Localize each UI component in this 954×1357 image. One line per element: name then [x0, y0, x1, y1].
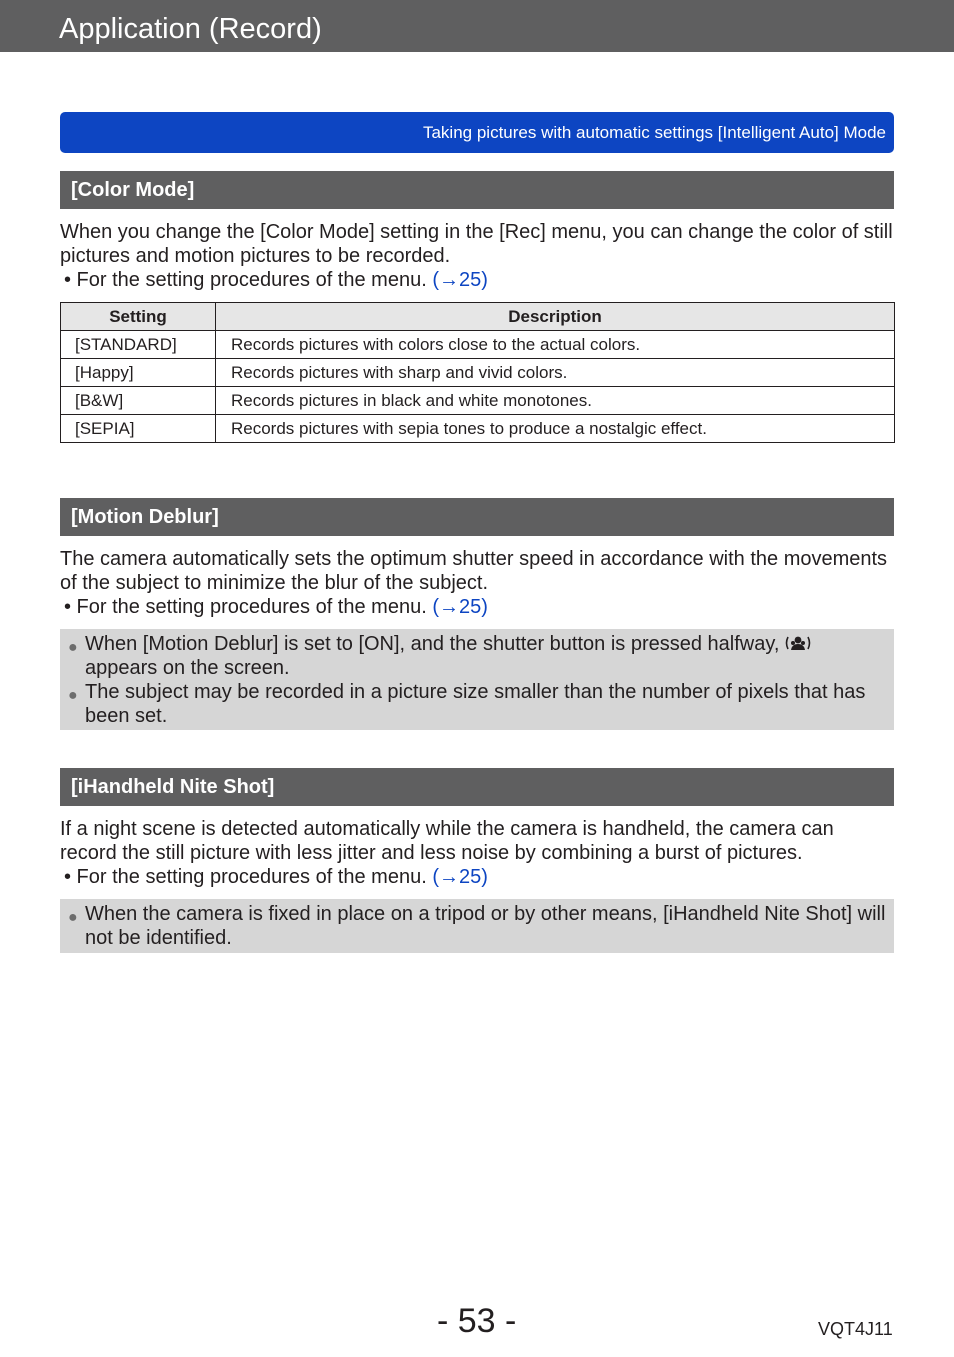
- setting-cell: [SEPIA]: [61, 415, 216, 443]
- note-text: When [Motion Deblur] is set to [ON], and the shutter button is pressed halfway,: [85, 633, 785, 655]
- column-header-description: Description: [216, 303, 895, 331]
- setting-cell: [STANDARD]: [61, 331, 216, 359]
- ref-text: • For the setting procedures of the menu.: [64, 269, 433, 291]
- note-item: [68, 902, 886, 950]
- bullet-dot-icon: ●: [68, 687, 78, 704]
- table-header-row: [61, 303, 895, 331]
- description-cell: Records pictures with sharp and vivid colors.: [216, 359, 895, 387]
- note-item: [68, 632, 886, 680]
- note-text: The subject may be recorded in a picture size smaller than the number of pixels that has been set.: [85, 681, 866, 727]
- breadcrumb-bar: [60, 112, 894, 153]
- table-row: [61, 359, 895, 387]
- description-cell: Records pictures in black and white monotones.: [216, 387, 895, 415]
- model-code: VQT4J11: [818, 1319, 893, 1339]
- section-heading-handheld-nite-shot: [iHandheld Nite Shot]: [60, 768, 894, 806]
- handheld-body: If a night scene is detected automatically while the camera is handheld, the camera can record the still picture with less jitter and less noise by combining a burst of pictures.: [60, 818, 834, 864]
- color-mode-table: [60, 302, 895, 443]
- page-title: Application (Record): [59, 13, 322, 45]
- breadcrumb[interactable]: Taking pictures with automatic settings [Intelligent Auto] Mode: [422, 123, 886, 142]
- setting-cell: [B&W]: [61, 387, 216, 415]
- color-mode-body: When you change the [Color Mode] setting in the [Rec] menu, you can change the color of still pictures and motion pictures to be recorded.: [60, 221, 893, 267]
- color-mode-ref-line: [60, 268, 894, 292]
- page-ref-link[interactable]: (→25): [432, 596, 488, 618]
- motion-deblur-description: [60, 547, 894, 619]
- handheld-ref-line: [60, 865, 894, 889]
- column-header-setting: Setting: [61, 303, 216, 331]
- bullet-dot-icon: ●: [68, 639, 78, 656]
- handheld-notes: [60, 899, 894, 953]
- section-heading-motion-deblur: [Motion Deblur]: [60, 498, 894, 536]
- note-text: When the camera is fixed in place on a tripod or by other means, [iHandheld Nite Shot] will not be identified.: [85, 903, 886, 949]
- table-row: [61, 387, 895, 415]
- setting-cell: [Happy]: [61, 359, 216, 387]
- page-ref-link[interactable]: (→25): [432, 269, 488, 291]
- motion-deblur-ref-line: [60, 595, 894, 619]
- bullet-dot-icon: ●: [68, 909, 78, 926]
- motion-deblur-icon: [785, 634, 811, 652]
- note-item: [68, 680, 886, 728]
- motion-deblur-notes: [60, 629, 894, 730]
- header-bar: [0, 0, 954, 52]
- page-ref-link[interactable]: (→25): [432, 866, 488, 888]
- table-row: [61, 415, 895, 443]
- color-mode-description: [60, 220, 894, 292]
- ref-text: • For the setting procedures of the menu.: [64, 866, 433, 888]
- handheld-description: [60, 817, 894, 889]
- description-cell: Records pictures with colors close to the actual colors.: [216, 331, 895, 359]
- section-heading-color-mode: [Color Mode]: [60, 171, 894, 209]
- table-row: [61, 331, 895, 359]
- page-number: - 53 -: [437, 1302, 517, 1340]
- note-text-continued: appears on the screen.: [85, 657, 290, 679]
- ref-text: • For the setting procedures of the menu.: [64, 596, 433, 618]
- description-cell: Records pictures with sepia tones to produce a nostalgic effect.: [216, 415, 895, 443]
- motion-deblur-body: The camera automatically sets the optimum shutter speed in accordance with the movements of the subject to minimize the blur of the subject.: [60, 548, 888, 594]
